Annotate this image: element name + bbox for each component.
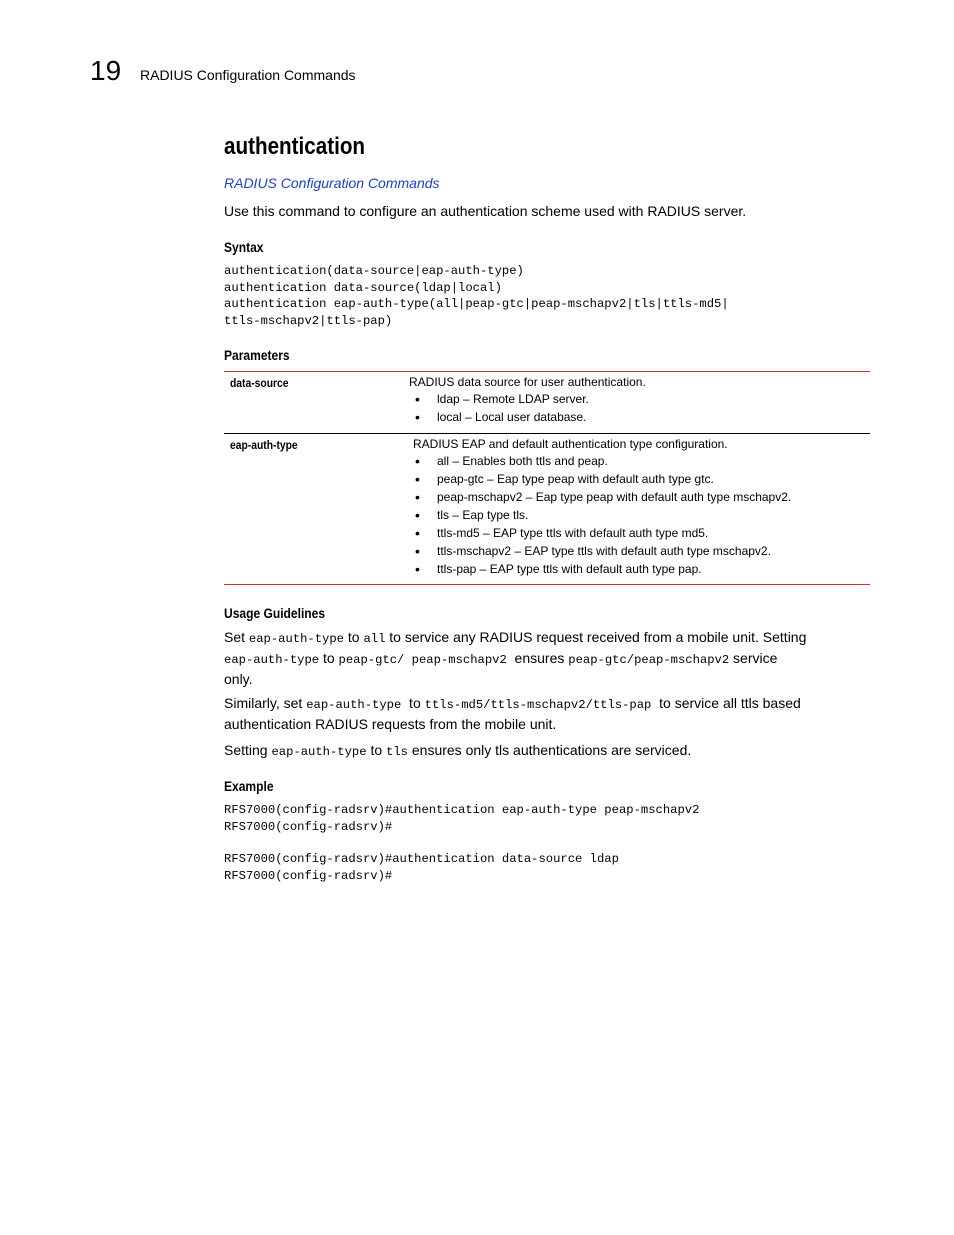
table-top-rule [224, 371, 870, 372]
syntax-line: ttls-mschapv2|ttls-pap) [224, 313, 393, 328]
param-description: RADIUS EAP and default authentication type configuration. [413, 437, 728, 451]
example-line: RFS7000(config-radsrv)#authentication eap-auth-type peap-mschapv2 [224, 803, 700, 817]
bullet-icon: • [415, 561, 420, 577]
bullet-icon: • [415, 409, 420, 425]
example-line: RFS7000(config-radsrv)# [224, 868, 393, 883]
intro-text: Use this command to configure an authentication scheme used with RADIUS server. [224, 203, 747, 219]
param-bullet: • ttls-md5 – EAP type ttls with default auth type md5. [415, 525, 709, 541]
param-bullet: • ldap – Remote LDAP server. [415, 391, 589, 407]
param-description: RADIUS data source for user authentication. [409, 375, 646, 389]
syntax-heading: Syntax [224, 239, 264, 255]
table-row-divider [224, 433, 870, 434]
param-bullet: • peap-gtc – Eap type peap with default auth type gtc. [415, 471, 714, 487]
bullet-icon: • [415, 543, 420, 559]
syntax-line: authentication data-source(ldap|local) [224, 280, 502, 295]
param-bullet: • ttls-pap – EAP type ttls with default auth type pap. [415, 561, 702, 577]
example-heading: Example [224, 778, 274, 794]
syntax-line: authentication eap-auth-type(all|peap-gtc|peap-mschapv2|tls|ttls-md5| [224, 297, 729, 311]
usage-heading: Usage Guidelines [224, 605, 326, 621]
chapter-number: 19 [90, 55, 122, 86]
usage-paragraph-3: Setting eap-auth-type to tls ensures only tls authentications are serviced. [224, 742, 692, 759]
param-bullet: • all – Enables both ttls and peap. [415, 453, 608, 469]
bullet-icon: • [415, 453, 420, 469]
param-bullet: • peap-mschapv2 – Eap type peap with default auth type mschapv2. [415, 489, 792, 505]
parameters-heading: Parameters [224, 347, 290, 363]
example-line: RFS7000(config-radsrv)# [224, 819, 393, 834]
bullet-icon: • [415, 391, 420, 407]
page-title: authentication [224, 133, 366, 160]
bullet-icon: • [415, 525, 420, 541]
param-bullet: • local – Local user database. [415, 409, 587, 425]
syntax-line: authentication(data-source|eap-auth-type) [224, 264, 524, 278]
table-bottom-rule [224, 584, 870, 585]
crossref-link[interactable]: RADIUS Configuration Commands [224, 175, 440, 191]
example-line: RFS7000(config-radsrv)#authentication data-source ldap [224, 852, 619, 866]
param-bullet: • tls – Eap type tls. [415, 507, 529, 523]
chapter-title: RADIUS Configuration Commands [140, 67, 356, 83]
bullet-icon: • [415, 489, 420, 505]
param-bullet: • ttls-mschapv2 – EAP type ttls with default auth type mschapv2. [415, 543, 771, 559]
usage-paragraph-1: Set eap-auth-type to all to service any RADIUS request received from a mobile unit. Setting eap-auth-type to peap-gtc/ peap-mschapv2 ensures peap-gtc/peap-mschapv2 service only. [224, 629, 807, 687]
usage-paragraph-2: Similarly, set eap-auth-type to ttls-md5/ttls-mschapv2/ttls-pap to service all ttls based authentication RADIUS requests from the mobile unit. [224, 695, 801, 732]
param-name: eap-auth-type [230, 438, 298, 452]
param-name: data-source [230, 376, 289, 390]
bullet-icon: • [415, 471, 420, 487]
bullet-icon: • [415, 507, 420, 523]
